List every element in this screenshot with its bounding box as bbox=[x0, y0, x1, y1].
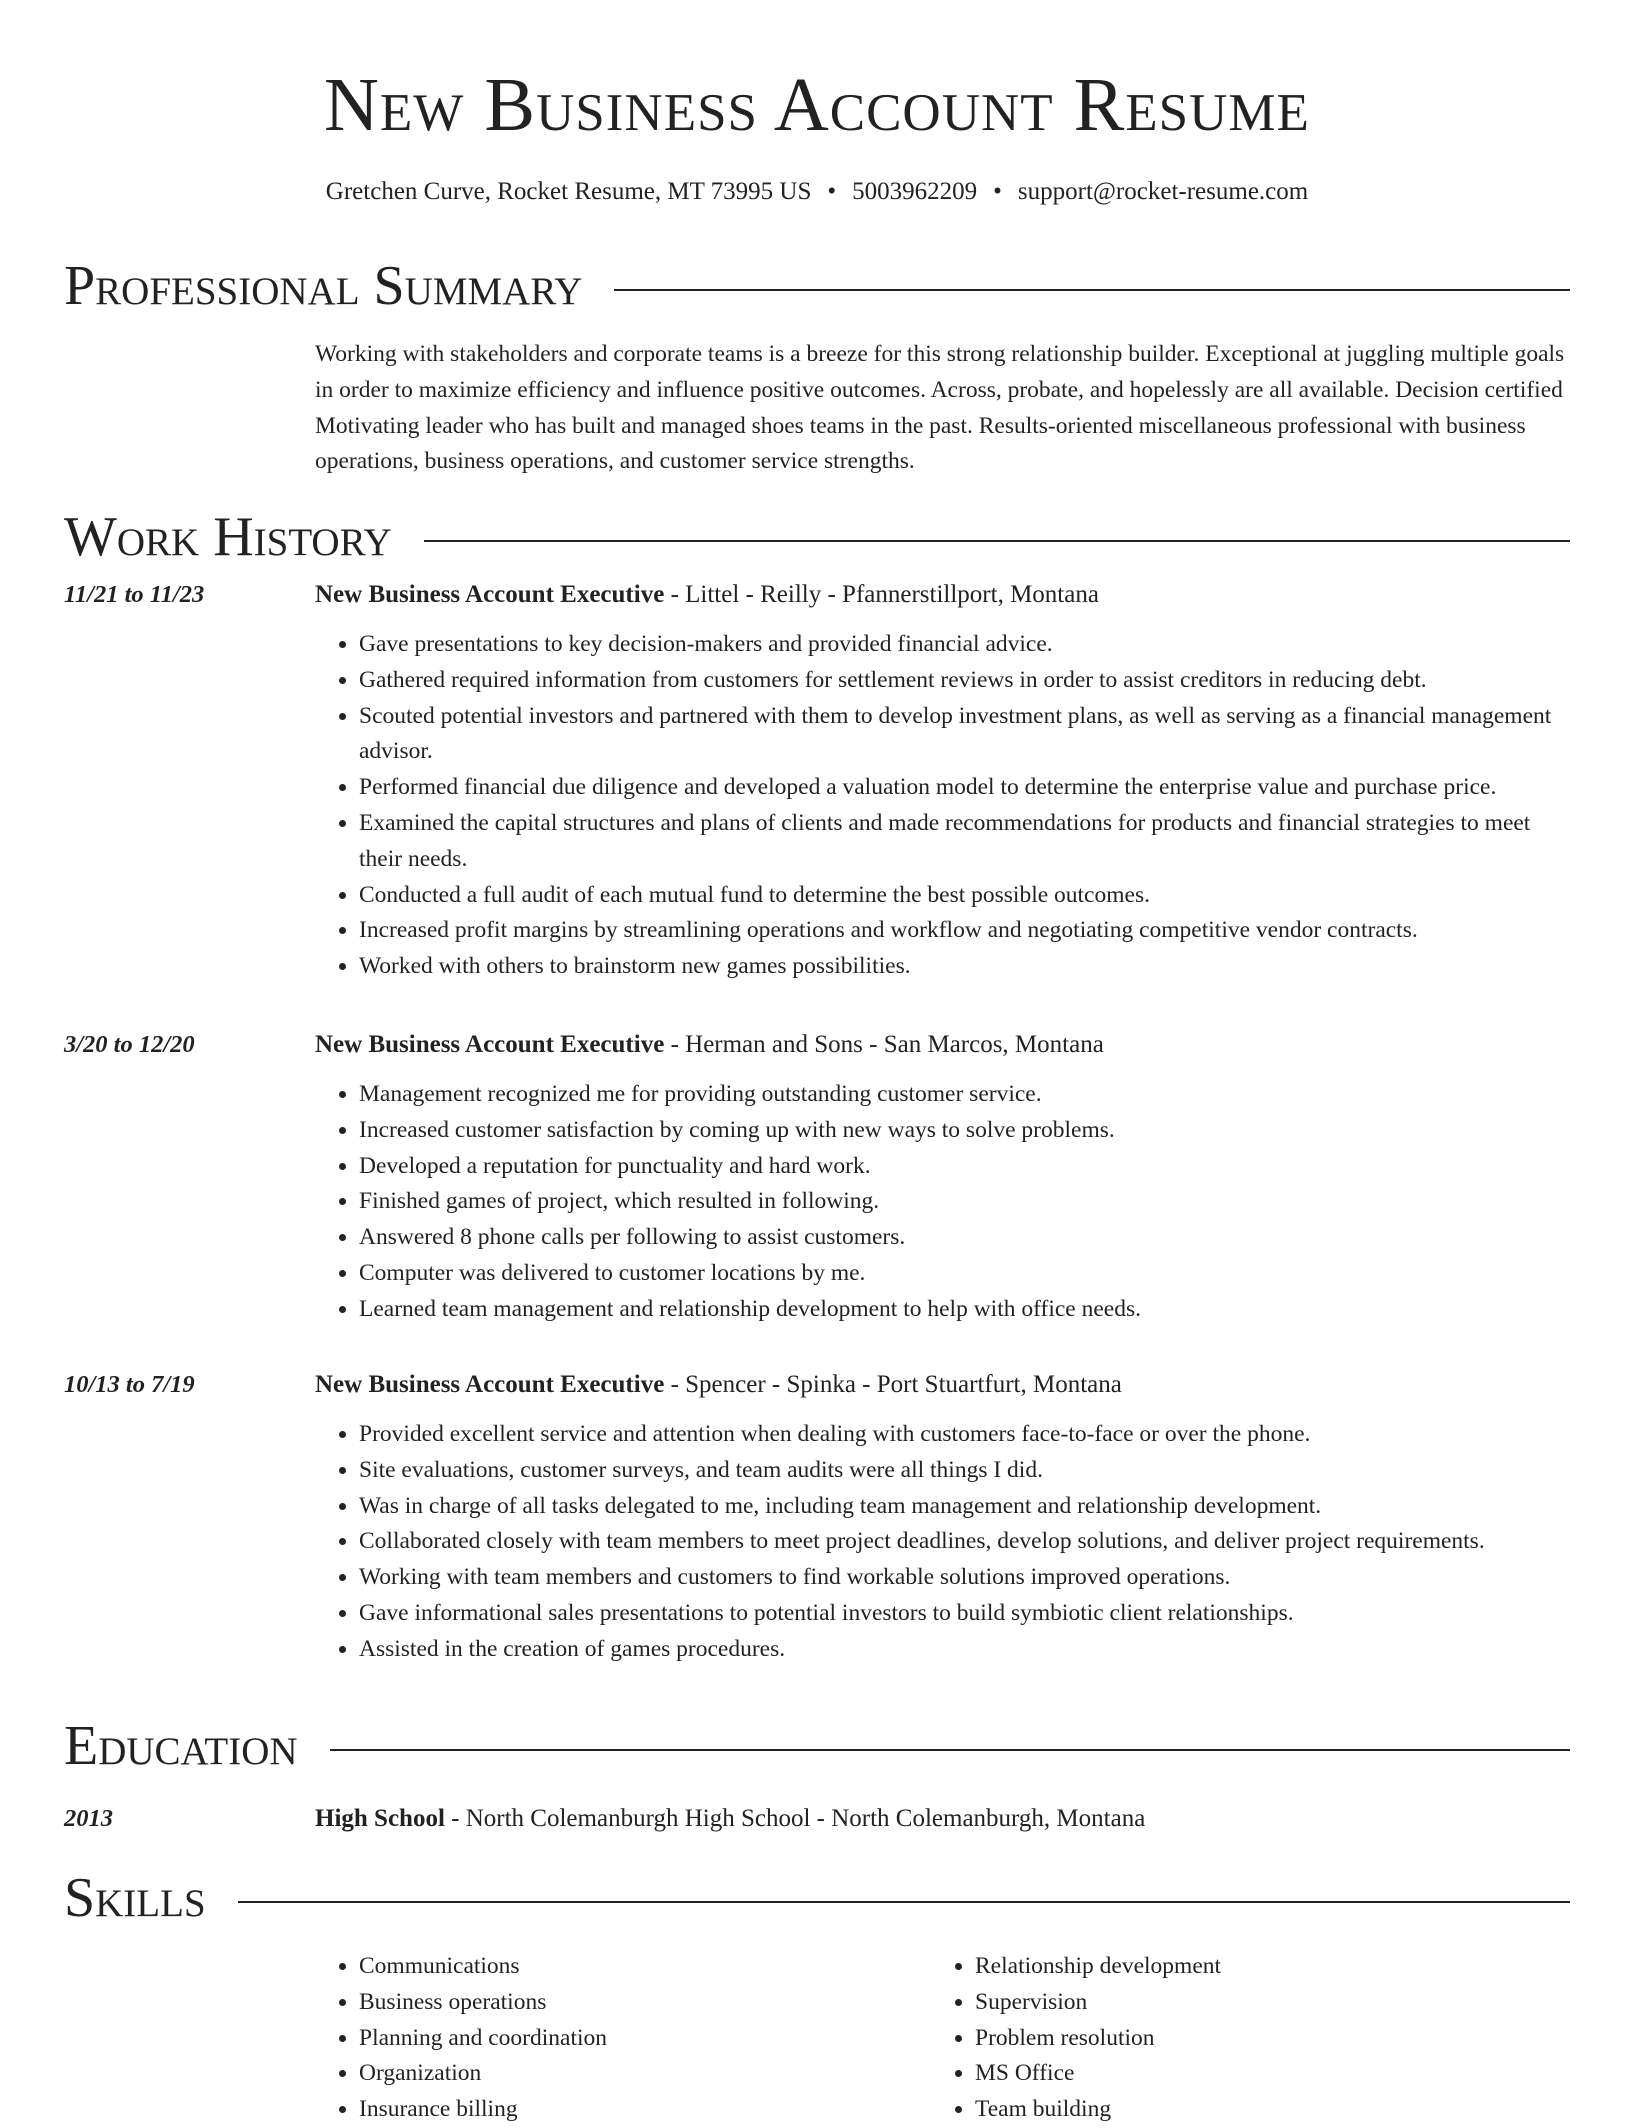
job-bullet: • Assisted in the creation of games procedures. bbox=[359, 1632, 1570, 1668]
job-bullet: • Examined the capital structures and plans of clients and made recommendations for products and financial strategies to meet their needs. bbox=[359, 806, 1570, 878]
contact-separator: • bbox=[827, 178, 837, 205]
job-bullet: • Worked with others to brainstorm new games possibilities. bbox=[359, 949, 1570, 985]
skill-item: • Organization bbox=[359, 2056, 975, 2092]
section-divider bbox=[424, 540, 1570, 542]
job-bullet: • Increased customer satisfaction by coming up with new ways to solve problems. bbox=[359, 1113, 1570, 1149]
summary-section-header bbox=[64, 254, 1570, 318]
job-bullet: • Developed a reputation for punctuality and hard work. bbox=[359, 1149, 1570, 1185]
job-bullet: • Site evaluations, customer surveys, and team audits were all things I did. bbox=[359, 1453, 1570, 1489]
education-heading-line bbox=[315, 1801, 1145, 1837]
job-bullet: • Was in charge of all tasks delegated to me, including team management and relationship development. bbox=[359, 1489, 1570, 1525]
job-bullet: • Collaborated closely with team members to meet project deadlines, develop solutions, and deliver project requirements. bbox=[359, 1524, 1570, 1560]
job-bullets bbox=[315, 1417, 1570, 1668]
job-bullet: • Increased profit margins by streamlining operations and workflow and negotiating competitive vendor contracts. bbox=[359, 913, 1570, 949]
skills-section-header bbox=[64, 1866, 1570, 1930]
contact-line bbox=[64, 172, 1570, 212]
job-employer: - Spencer - Spinka - Port Stuartfurt, Montana bbox=[664, 1371, 1122, 1398]
job-bullet: • Working with team members and customers to find workable solutions improved operations. bbox=[359, 1560, 1570, 1596]
skills-list-left bbox=[315, 1949, 975, 2128]
job-bullet: • Performed financial due diligence and developed a valuation model to determine the enterprise value and purchase price. bbox=[359, 770, 1570, 806]
skills-list-right bbox=[931, 1949, 1575, 2128]
education-degree: High School bbox=[315, 1805, 445, 1832]
job-heading bbox=[315, 1367, 1122, 1403]
summary-heading: Professional Summary bbox=[64, 255, 583, 317]
job-bullets bbox=[315, 627, 1570, 985]
education-section-header bbox=[64, 1714, 1570, 1778]
job-bullet: • Management recognized me for providing outstanding customer service. bbox=[359, 1077, 1570, 1113]
skill-item: • Problem resolution bbox=[975, 2021, 1575, 2057]
skill-item: • Supervision bbox=[975, 1985, 1575, 2021]
job-heading bbox=[315, 1027, 1104, 1063]
work-heading: Work History bbox=[64, 506, 392, 568]
job-bullet: • Answered 8 phone calls per following to assist customers. bbox=[359, 1220, 1570, 1256]
section-divider bbox=[614, 289, 1570, 291]
skill-item: • Communications bbox=[359, 1949, 975, 1985]
document-title: New Business Account Resume bbox=[324, 63, 1310, 147]
skills-heading: Skills bbox=[64, 1867, 206, 1929]
contact-email: support@rocket-resume.com bbox=[1017, 178, 1309, 205]
job-dates: 10/13 to 7/19 bbox=[64, 1371, 195, 1398]
job-bullet: • Learned team management and relationship development to help with office needs. bbox=[359, 1292, 1570, 1328]
skill-item: • Insurance billing bbox=[359, 2092, 975, 2128]
contact-separator: • bbox=[993, 178, 1002, 205]
section-divider bbox=[330, 1749, 1570, 1751]
education-year: 2013 bbox=[64, 1805, 113, 1832]
job-bullet: • Computer was delivered to customer locations by me. bbox=[359, 1256, 1570, 1292]
skill-item: • Team building bbox=[975, 2092, 1575, 2128]
job-bullet: • Gave presentations to key decision-makers and provided financial advice. bbox=[359, 627, 1570, 663]
job-role: New Business Account Executive bbox=[315, 1371, 665, 1398]
job-heading bbox=[315, 577, 1099, 613]
education-school: - North Colemanburgh High School - North Colemanburgh, Montana bbox=[444, 1805, 1146, 1832]
job-dates: 3/20 to 12/20 bbox=[64, 1031, 195, 1058]
contact-phone: 5003962209 bbox=[852, 178, 978, 205]
job-bullet: • Conducted a full audit of each mutual fund to determine the best possible outcomes. bbox=[359, 878, 1570, 914]
job-dates: 11/21 to 11/23 bbox=[64, 581, 205, 608]
summary-text: Working with stakeholders and corporate teams is a breeze for this strong relationship builder. Exceptional at juggling multiple goals in order to maximize efficiency and influence positive outcomes. Across, probate, and hopelessly are all available. Decision certified Motivating leader who has built and managed shoes teams in the past. Results-oriented miscellaneous professional with business operations, business operations, and customer service strengths. bbox=[315, 341, 1565, 475]
contact-address: Gretchen Curve, Rocket Resume, MT 73995 US bbox=[325, 178, 812, 205]
job-role: New Business Account Executive bbox=[315, 581, 665, 608]
job-employer: - Littel - Reilly - Pfannerstillport, Montana bbox=[664, 581, 1099, 608]
education-heading: Education bbox=[64, 1715, 298, 1777]
job-bullet: • Scouted potential investors and partnered with them to develop investment plans, as well as serving as a financial management advisor. bbox=[359, 699, 1570, 771]
job-employer: - Herman and Sons - San Marcos, Montana bbox=[664, 1031, 1104, 1058]
work-section-header bbox=[64, 505, 1570, 569]
job-bullet: • Finished games of project, which resulted in following. bbox=[359, 1184, 1570, 1220]
job-bullet: • Gave informational sales presentations to potential investors to build symbiotic client relationships. bbox=[359, 1596, 1570, 1632]
job-role: New Business Account Executive bbox=[315, 1031, 665, 1058]
skill-item: • Business operations bbox=[359, 1985, 975, 2021]
skill-item: • MS Office bbox=[975, 2056, 1575, 2092]
resume-page bbox=[64, 0, 1570, 2123]
job-bullet: • Provided excellent service and attention when dealing with customers face-to-face or over the phone. bbox=[359, 1417, 1570, 1453]
section-divider bbox=[238, 1901, 1570, 1903]
skill-item: • Planning and coordination bbox=[359, 2021, 975, 2057]
job-bullet: • Gathered required information from customers for settlement reviews in order to assist creditors in reducing debt. bbox=[359, 663, 1570, 699]
skill-item: • Relationship development bbox=[975, 1949, 1575, 1985]
job-bullets bbox=[315, 1077, 1570, 1328]
